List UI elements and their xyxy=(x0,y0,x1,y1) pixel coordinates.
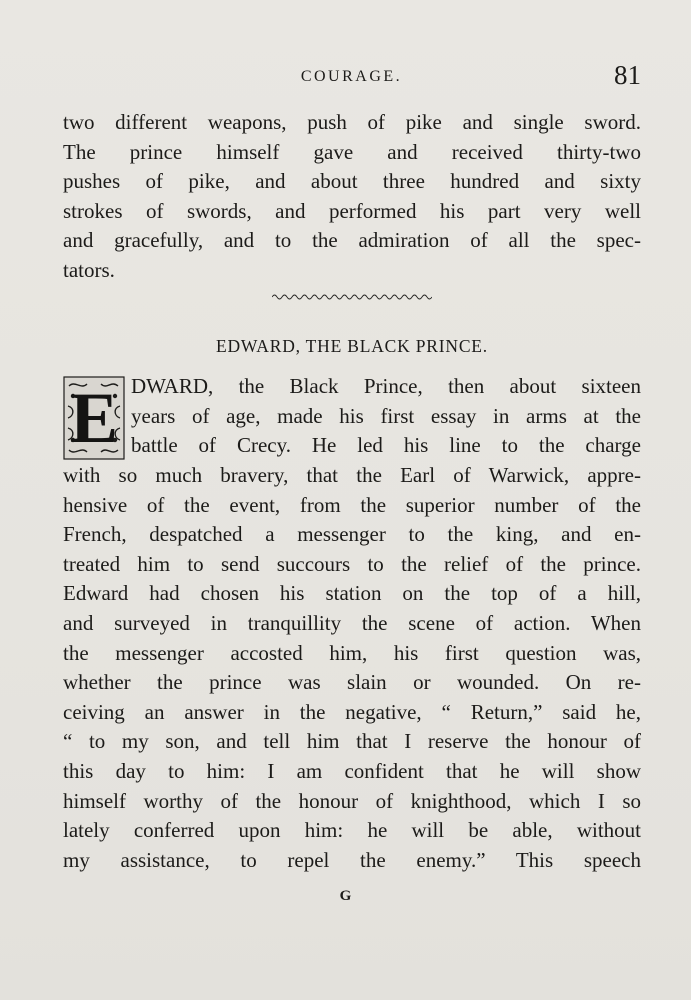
text-line: with so much bravery, that the Earl of Warwick, appre- xyxy=(63,463,641,487)
text-line: two different weapons, push of pike and single sword. xyxy=(63,110,641,134)
running-title: COURAGE. xyxy=(300,68,403,85)
running-head xyxy=(62,60,641,96)
text-line: the messenger accosted him, his first question was, xyxy=(63,640,641,665)
text-line: years of age, made his first essay in arms at the xyxy=(131,403,641,428)
text-line: battle of Crecy. He led his line to the charge xyxy=(131,433,641,458)
text-line: The prince himself gave and received thirty-two xyxy=(63,139,641,164)
text-line: “ to my son, and tell him that I reserve the honour of xyxy=(63,729,641,754)
text-line: tators. xyxy=(63,257,115,282)
paragraph-continued xyxy=(63,108,641,286)
text-line: this day to him: I am confident that he will show xyxy=(63,758,641,783)
text-line: French, despatched a messenger to the king, and en- xyxy=(63,522,641,547)
text-line: pushes of pike, and about three hundred and sixty xyxy=(63,169,641,194)
ornamental-initial xyxy=(63,376,125,460)
text-line: Edward had chosen his station on the top of a hill, xyxy=(63,581,641,606)
paragraph-opening-lines xyxy=(131,372,641,461)
text-line: hensive of the event, from the superior number of the xyxy=(63,492,641,517)
text-line: whether the prince was slain or wounded. On re- xyxy=(63,670,641,695)
text-line: treated him to send succours to the relief of the prince. xyxy=(63,551,641,576)
wavy-rule-ornament xyxy=(272,289,432,301)
text-line: and gracefully, and to the admiration of all the spec- xyxy=(63,228,641,253)
text-line: my assistance, to repel the enemy.” This speech xyxy=(63,847,641,872)
text-line: and surveyed in tranquillity the scene of action. When xyxy=(63,610,641,635)
paragraph-body xyxy=(63,461,641,875)
page-number: 81 xyxy=(614,60,641,90)
text-line: DWARD, the Black Prince, then about sixteen xyxy=(131,374,641,398)
section-heading: EDWARD, THE BLACK PRINCE. xyxy=(216,336,488,356)
drop-cap-letter: E xyxy=(69,378,119,458)
text-line: strokes of swords, and performed his part very well xyxy=(63,198,641,223)
text-line: lately conferred upon him: he will be able, without xyxy=(63,818,641,843)
text-line: ceiving an answer in the negative, “ Return,” said he, xyxy=(63,699,641,724)
signature-mark: G xyxy=(339,888,352,904)
text-line: himself worthy of the honour of knighthood, which I so xyxy=(63,788,641,813)
